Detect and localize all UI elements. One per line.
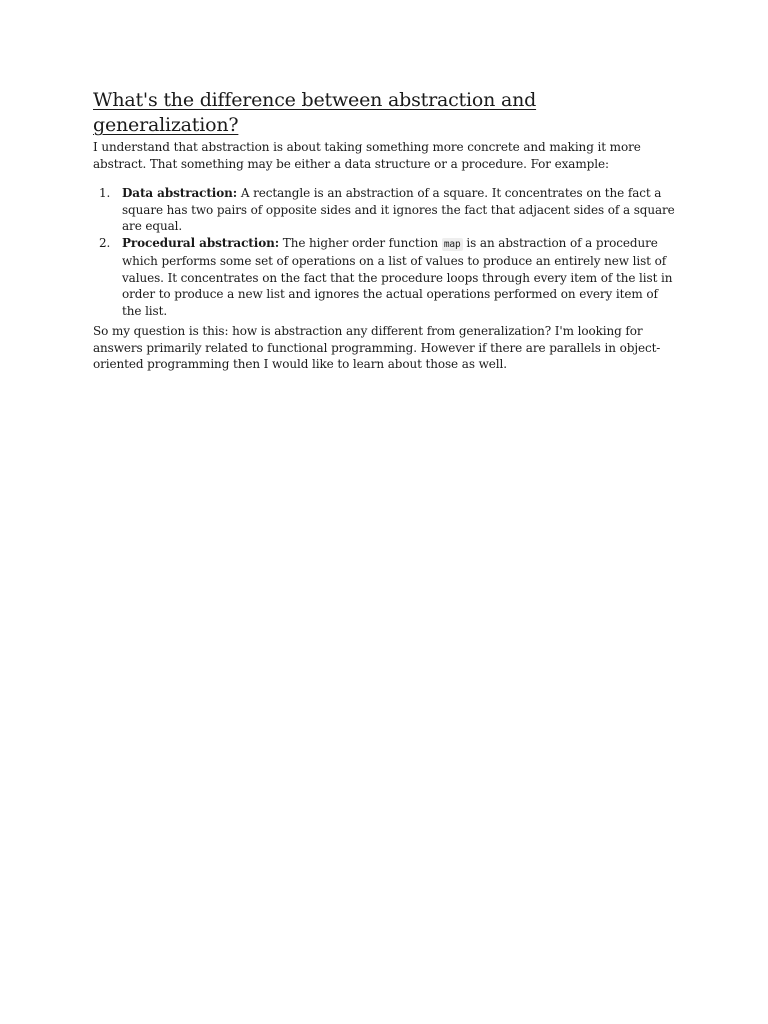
- list-text: is an abstraction of a procedure which performs some set of operations on a list of values to produce an entirely new list of values. It concentrates on the fact that the procedure loops through every item of the list in order to produce a new list and ignores the actual operations performed on every item of the list.: [122, 235, 673, 318]
- list-item: [93, 185, 678, 235]
- list-item: [93, 235, 678, 320]
- list-number: 2.: [99, 235, 111, 250]
- list-term: Data abstraction:: [122, 186, 238, 200]
- example-list: [93, 185, 678, 319]
- list-number: 1.: [99, 186, 111, 200]
- inline-code: map: [443, 238, 461, 250]
- list-text: The higher order function: [279, 235, 442, 250]
- intro-paragraph: I understand that abstraction is about taking something more concrete and making it more abstract. That something may be either a data structure or a procedure. For example:: [93, 140, 641, 171]
- list-term: Procedural abstraction:: [122, 235, 280, 250]
- document-page: [93, 88, 678, 373]
- list-text: A rectangle is an abstraction of a square. It concentrates on the fact a square has two pairs of opposite sides and it ignores the fact that adjacent sides of a square are equal.: [122, 186, 675, 233]
- question-title: What's the difference between abstraction and generalization?: [93, 89, 537, 136]
- closing-paragraph: So my question is this: how is abstraction any different from generalization? I'm looking for answers primarily related to functional programming. However if there are parallels in object-oriented programming then I would like to learn about those as well.: [93, 324, 661, 371]
